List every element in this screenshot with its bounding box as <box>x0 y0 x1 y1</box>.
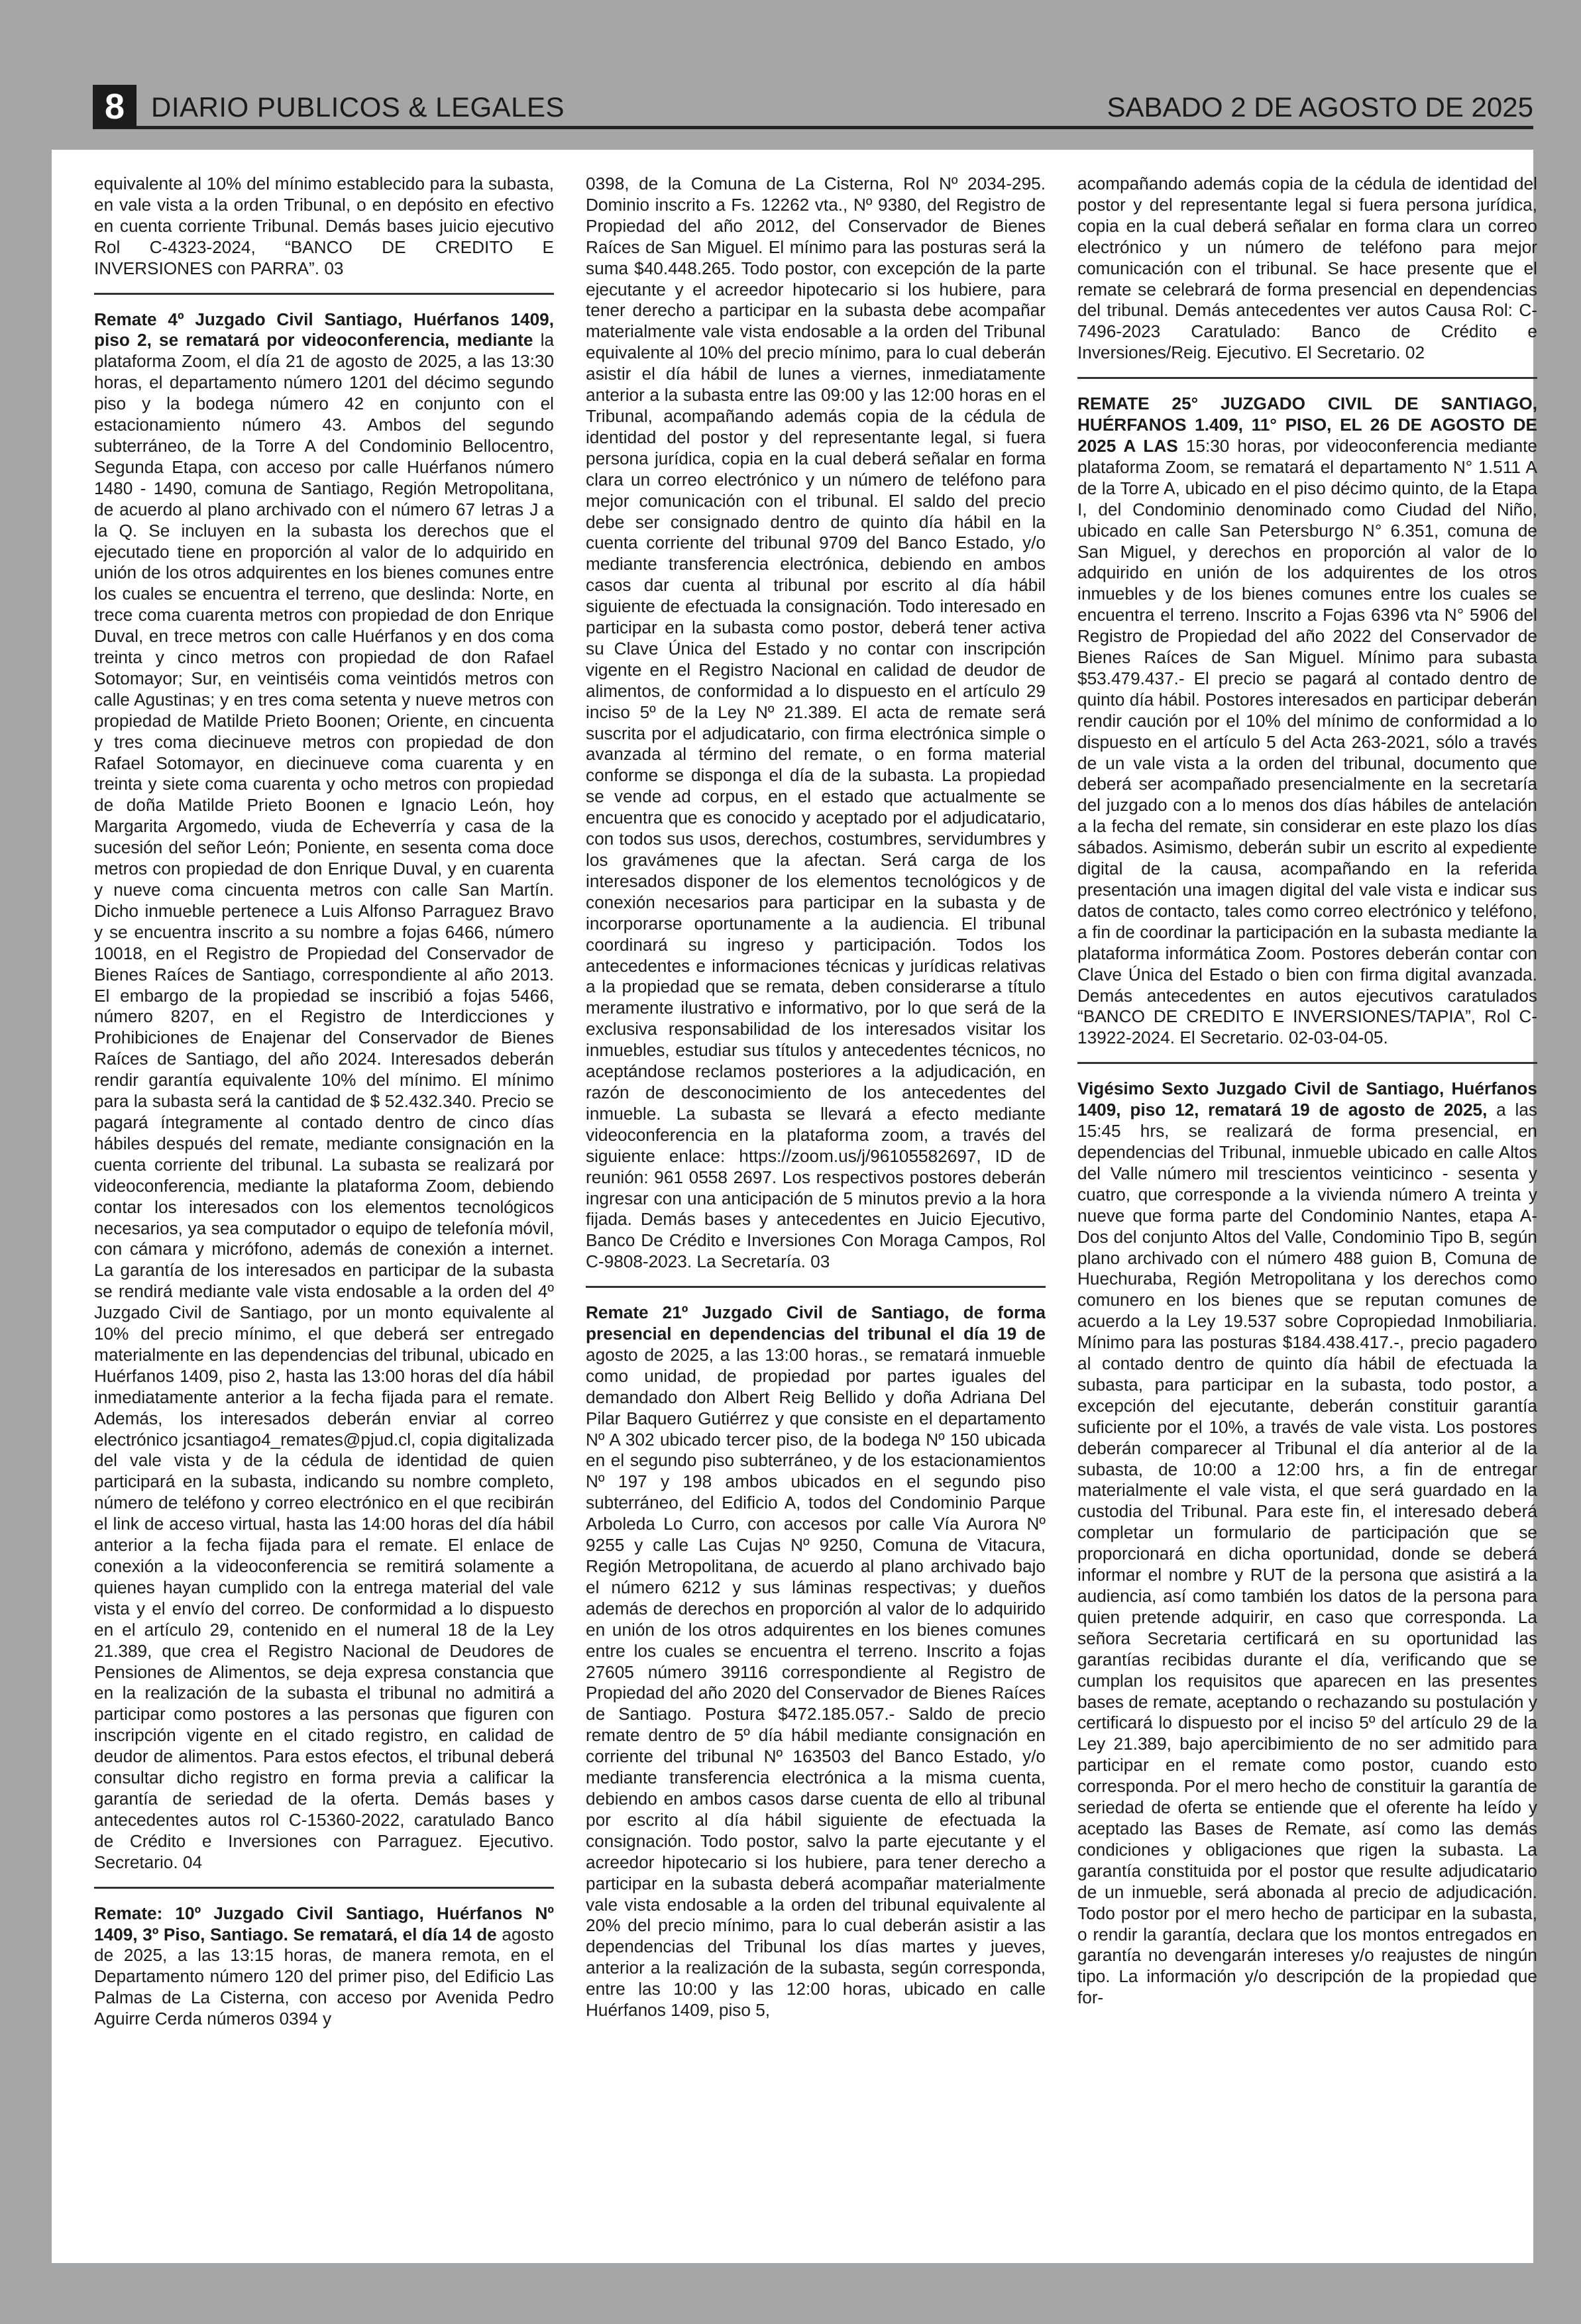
notice-heading: Remate 4º Juzgado Civil Santiago, Huérfanos 1409, piso 2, se rematará por videoconferencia, mediante <box>94 309 554 350</box>
publication-name: DIARIO PUBLICOS & LEGALES <box>151 91 565 123</box>
column-1 <box>94 174 554 2254</box>
notice-text: agosto de 2025, a las 13:00 horas., se rematará inmueble como unidad, de propiedad por partes iguales del demandado don Albert Reig Bellido y doña Adriana Del Pilar Baquero Gutiérrez y que consiste en el departamento Nº A 302 ubicado tercer piso, de la bodega Nº 150 ubicada en el segundo piso subterráneo, y de los estacionamientos Nº 197 y 198 ambos ubicados en el segundo piso subterráneo, del Edificio A, todos del Condominio Parque Arboleda Lo Curro, con accesos por calle Vía Aurora Nº 9255 y calle Las Cujas Nº 9250, Comuna de Vitacura, Región Metropolitana, de acuerdo al plano archivado bajo el número 6212 y sus láminas respectivas; y dueños además de derechos en proporción al valor de lo adquirido en unión de los otros adquirentes en los bienes comunes entre los cuales se encuentra el terreno. Inscrito a fojas 27605 número 39116 correspondiente al Registro de Propiedad del año 2020 del Conservador de Bienes Raíces de Santiago. Postura $472.185.057.- Saldo de precio remate dentro de 5º día hábil mediante consignación en corriente del tribunal Nº 163503 del Banco Estado, y/o mediante transferencia electrónica a la misma cuenta, debiendo en ambos casos darse cuenta de ello al tribunal por escrito al día hábil siguiente de efectuada la consignación. Todo postor, salvo la parte ejecutante y el acreedor hipotecario si los hubiere, para tener derecho a participar en la subasta deberá acompañar materialmente vale vista endosable a la orden del tribunal equivalente al 20% del precio mínimo, para lo cual deberán asistir a las dependencias del Tribunal los días martes y jueves, anterior a la realización de la subasta, según corresponda, entre las 10:00 y las 12:00 horas, ubicado en calle Huérfanos 1409, piso 5, <box>586 1344 1046 2021</box>
column-2 <box>586 174 1046 2254</box>
notice-body <box>1077 394 1537 1049</box>
page-header <box>93 85 1533 129</box>
notice-body <box>94 174 554 280</box>
notice-text: 0398, de la Comuna de La Cisterna, Rol Nº 2034-295. Dominio inscrito a Fs. 12262 vta., Nº 9380, del Registro de Propiedad del año 2012, del Conservador de Bienes Raíces de San Miguel. El mínimo para las posturas será la suma $40.448.265. Todo postor, con excepción de la parte ejecutante y el acreedor hipotecario si los hubiere, para tener derecho a participar en la subasta debe acompañar materialmente vale vista endosable a la orden del Tribunal equivalente al 10% del precio mínimo, para lo cual deberán asistir el día hábil de lunes a viernes, inmediatamente anterior a la subasta entre las 09:00 y las 12:00 horas en el Tribunal, acompañando además copia de la cédula de identidad del postor y del representante legal, si fuera persona jurídica, copia en la cual deberá señalar en forma clara un correo electrónico y un número de teléfono para mejor comunicación con el tribunal. El saldo del precio debe ser consignado dentro de quinto día hábil en la cuenta corriente del tribunal 9709 del Banco Estado, y/o mediante transferencia electrónica, debiendo en ambos casos dar cuenta al tribunal por escrito al día hábil siguiente de efectuada la consignación. Todo interesado en participar en la subasta como postor, deberá tener activa su Clave Única del Estado y no contar con inscripción vigente en el Registro Nacional en calidad de deudor de alimentos, de conformidad a lo dispuesto en el artículo 29 inciso 5º de la Ley Nº 21.389. El acta de remate será suscrita por el adjudicatario, con firma electrónica simple o avanzada al término del remate, o en forma material conforme se disponga el día de la subasta. La propiedad se vende ad corpus, en el estado que actualmente se encuentra que es conocido y aceptado por el adjudicatario, con todos sus usos, derechos, costumbres, servidumbres y los gravámenes que la afectan. Será carga de los interesados disponer de los elementos tecnológicos y de conexión necesarios para participar en la subasta y de incorporarse oportunamente a la audiencia. El tribunal coordinará su ingreso y participación. Todos los antecedentes e informaciones técnicas y jurídicas relativas a la propiedad que se remata, deben considerarse a título meramente ilustrativo e informativo, por lo que será de la exclusiva responsabilidad de los interesados visitar los inmuebles, estudiar sus títulos y antecedentes técnicos, no aceptándose reclamos posteriores a la adjudicación, en razón de desconocimiento de los antecedentes del inmueble. La subasta se llevará a efecto mediante videoconferencia en la plataforma zoom, a través del siguiente enlace: https://zoom.us/j/96105582697, ID de reunión: 961 0558 2697. Los respectivos postores deberán ingresar con una anticipación de 5 minutos previo a la hora fijada. Demás bases y antecedentes en Juicio Ejecutivo, Banco De Crédito e Inversiones Con Moraga Campos, Rol C-9808-2023. La Secretaría. 03 <box>586 174 1046 1272</box>
notice <box>94 1903 554 2030</box>
column-3 <box>1077 174 1537 2254</box>
notice-divider <box>586 1286 1046 1288</box>
notice-divider <box>1077 377 1537 379</box>
page-number: 8 <box>93 85 136 129</box>
notice-continuation <box>586 174 1046 1273</box>
notice-body <box>1077 1079 1537 2009</box>
notice-heading: Remate 21º Juzgado Civil de Santiago, de forma presencial en dependencias del tribunal el día 19 de <box>586 1302 1046 1344</box>
notice-heading: Vigésimo Sexto Juzgado Civil de Santiago, Huérfanos 1409, piso 12, rematará 19 de agosto de 2025, <box>1077 1079 1537 1120</box>
publication-date: SABADO 2 DE AGOSTO DE 2025 <box>1107 91 1533 123</box>
notice-body <box>94 309 554 1874</box>
notice-body <box>586 174 1046 1273</box>
notice-continuation <box>94 174 554 280</box>
notice-text: la plataforma Zoom, el día 21 de agosto de 2025, a las 13:30 horas, el departamento número 1201 del décimo segundo piso y la bodega número 42 en conjunto con el estacionamiento número 43. Ambos del segundo subterráneo, de la Torre A del Condominio Bellocentro, Segunda Etapa, con acceso por calle Huérfanos número 1480 - 1490, comuna de Santiago, Región Metropolitana, de acuerdo al plano archivado con el número 67 letras J a la Q. Se incluyen en la subasta los derechos que el ejecutado tiene en proporción al valor de lo adquirido en unión de los otros adquirentes en los bienes comunes entre los cuales se encuentra el terreno, que deslinda: Norte, en trece coma cuarenta metros con propiedad de don Enrique Duval, en trece metros con calle Huérfanos y en dos coma treinta y cinco metros con propiedad de don Rafael Sotomayor; Sur, en veintiséis coma veintidós metros con calle Agustinas; y en tres coma setenta y nueve metros con propiedad de Matilde Prieto Boonen; Oriente, en cincuenta y tres coma diecinueve metros con propiedad de don Rafael Sotomayor, en diecinueve coma cuarenta y en treinta y siete coma cuarenta y ocho metros con propiedad de doña Matilde Prieto Boonen e Ignacio León, hoy Margarita Argomedo, viuda de Echeverría y casa de la sucesión del señor León; Poniente, en sesenta coma doce metros con propiedad de don Enrique Duval, y en cuarenta y nueve coma cincuenta metros con calle San Martín. Dicho inmueble pertenece a Luis Alfonso Parraguez Bravo y se encuentra inscrito a su nombre a fojas 6466, número 10018, en el Registro de Propiedad del Conservador de Bienes Raíces de Santiago, correspondiente al año 2013. El embargo de la propiedad se inscribió a fojas 5466, número 8207, en el Registro de Interdicciones y Prohibiciones de Enajenar del Conservador de Bienes Raíces de Santiago, del año 2024. Interesados deberán rendir garantía equivalente 10% del mínimo. El mínimo para la subasta será la cantidad de $ 52.432.340. Precio se pagará íntegramente al contado dentro de cinco días hábiles después del remate, mediante consignación en la cuenta corriente del tribunal. La subasta se realizará por videoconferencia, mediante la plataforma Zoom, debiendo contar los interesados con los elementos tecnológicos necesarios, ya sea computador o equipo de telefonía móvil, con cámara y micrófono, además de conexión a internet. La garantía de los interesados en participar de la subasta se rendirá mediante vale vista endosable a la orden del 4º Juzgado Civil de Santiago, por un monto equivalente al 10% del precio mínimo, el que deberá ser entregado materialmente en las dependencias del tribunal, ubicado en Huérfanos 1409, piso 2, hasta las 13:00 horas del día hábil inmediatamente anterior a la fecha fijada para el remate. Además, los interesados deberán enviar al correo electrónico jcsantiago4_remates@pjud.cl, copia digitalizada del vale vista y de la cédula de identidad de quien participará en la subasta, indicando su nombre completo, número de teléfono y correo electrónico en el que recibirán el link de acceso virtual, hasta las 14:00 horas del día hábil anterior a la fecha fijada para el remate. El enlace de conexión a la videoconferencia se remitirá solamente a quienes hayan cumplido con la entrega material del vale vista y el envío del correo. De conformidad a lo dispuesto en el artículo 29, contenido en el numeral 18 de la Ley 21.389, que crea el Registro Nacional de Deudores de Pensiones de Alimentos, se deja expresa constancia que en la realización de la subasta el tribunal no admitirá a participar como postores a las personas que figuren con inscripción vigente en el citado registro, en calidad de deudor de alimentos. Para estos efectos, el tribunal deberá consultar dicho registro en forma previa a calificar la garantía de seriedad de la oferta. Demás bases y antecedentes autos rol C-15360-2022, caratulado Banco de Crédito e Inversiones con Parraguez. Ejecutivo. Secretario. 04 <box>94 330 554 1872</box>
notice-text: acompañando además copia de la cédula de identidad del postor y del representante legal si fuera persona jurídica, copia en la cual deberá señalar en forma clara un correo electrónico y un número de teléfono para mejor comunicación con el tribunal. Se hace presente que el remate se celebrará de forma presencial en dependencias del tribunal. Demás antecedentes ver autos Causa Rol: C-7496-2023 Caratulado: Banco de Crédito e Inversiones/Reig. Ejecutivo. El Secretario. 02 <box>1077 174 1537 363</box>
notice <box>1077 394 1537 1049</box>
notice-heading: Remate: 10º Juzgado Civil Santiago, Huérfanos Nº 1409, 3º Piso, Santiago. Se rematará, el día 14 de <box>94 1903 554 1944</box>
newspaper-page <box>52 150 1537 2263</box>
notice-text: equivalente al 10% del mínimo establecido para la subasta, en vale vista a la orden Tribunal, o en depósito en efectivo en cuenta corriente Tribunal. Demás bases juicio ejecutivo Rol C-4323-2024, “BANCO DE CREDITO E INVERSIONES con PARRA”. 03 <box>94 174 554 278</box>
notice-continuation <box>1077 174 1537 364</box>
notice-text: agosto de 2025, a las 13:15 horas, de manera remota, en el Departamento número 120 del primer piso, del Edificio Las Palmas de La Cisterna, con acceso por Avenida Pedro Aguirre Cerda números 0394 y <box>94 1924 554 2029</box>
notice <box>94 309 554 1874</box>
notice-divider <box>1077 1062 1537 1064</box>
notice-divider <box>94 293 554 295</box>
notice-heading: REMATE 25° JUZGADO CIVIL DE SANTIAGO, HUÉRFANOS 1.409, 11° PISO, EL 26 DE AGOSTO DE 2025 A LAS <box>1077 394 1537 456</box>
notice-body <box>586 1302 1046 2021</box>
notice-text: a las 15:45 hrs, se realizará de forma presencial, en dependencias del Tribunal, inmueble ubicado en calle Altos del Valle número mil trescientos veinticinco - sesenta y cuatro, que corresponde a la vivienda número A treinta y nueve que forma parte del Condominio Nantes, etapa A- Dos del conjunto Altos del Valle, Condominio Tipo B, según plano archivado con el número 488 guion B, Comuna de Huechuraba, Región Metropolitana y los derechos como comunero en los bienes que se reputan comunes de acuerdo a la Ley 19.537 sobre Copropiedad Inmobiliaria. Mínimo para las posturas $184.438.417.-, precio pagadero al contado dentro de quinto día hábil de efectuada la subasta, para participar en la subasta, todo postor, a excepción del ejecutante, deberán constituir garantía suficiente por el 10%, a través de vale vista. Los postores deberán comparecer al Tribunal el día anterior al de la subasta, de 10:00 a 12:00 hrs, a fin de entregar materialmente el vale vista, el que será guardado en la custodia del Tribunal. Para este fin, el interesado deberá completar un formulario de participación que se proporcionará en dicha oportunidad, donde se deberá informar el nombre y RUT de la persona que asistirá a la audiencia, así como también los datos de la persona para quien pretende adquirir, en caso que corresponda. La señora Secretaria certificará en su oportunidad las garantías recibidas durante el día, verificando que se cumplan los requisitos que aparecen en las presentes bases de remate, aceptando o rechazando su postulación y certificará lo dispuesto por el inciso 5º del artículo 29 de la Ley 21.389, bajo apercibimiento de no ser admitido para participar en el remate como postor, cuando esto corresponda. Por el mero hecho de constituir la garantía de seriedad de oferta se entiende que el oferente ha leído y aceptado las Bases de Remate, así como las demás condiciones y obligaciones que rigen la subasta. La garantía constituida por el postor que resulte adjudicatario de un inmueble, será abonada al precio de adjudicación. Todo postor por el mero hecho de participar en la subasta, o rendir la garantía, declara que los montos entregados en garantía no devengarán intereses y/o reajustes de ningún tipo. La información y/o descripción de la propiedad que for- <box>1077 1100 1537 2008</box>
notice-body <box>94 1903 554 2030</box>
notice-divider <box>94 1887 554 1889</box>
notice-body <box>1077 174 1537 364</box>
notice <box>1077 1079 1537 2009</box>
notice <box>586 1302 1046 2021</box>
notice-text: 15:30 horas, por videoconferencia mediante plataforma Zoom, se rematará el departamento N° 1.511 A de la Torre A, ubicado en el piso décimo quinto, de la Etapa I, del Condominio denominado como Ciudad del Niño, ubicado en calle San Petersburgo N° 6.351, comuna de San Miguel, y derechos en proporción al valor de lo adquirido en unión de los adquirentes de los otros inmuebles y de los bienes comunes entre los cuales se encuentra el terreno. Inscrito a Fojas 6396 vta N° 5906 del Registro de Propiedad del año 2022 del Conservador de Bienes Raíces de San Miguel. Mínimo para subasta $53.479.437.- El precio se pagará al contado dentro de quinto día hábil. Postores interesados en participar deberán rendir caución por el 10% del mínimo de conformidad a lo dispuesto en el artículo 5 del Acta 263-2021, sólo a través de un vale vista a la orden del tribunal, documento que deberá ser acompañado presencialmente en la secretaría del juzgado con a lo menos dos días hábiles de antelación a la fecha del remate, sin considerar en este plazo los días sábados. Asimismo, deberán subir un escrito al expediente digital de la causa, acompañando en la referida presentación una imagen digital del vale vista e indicar sus datos de contacto, tales como correo electrónico y teléfono, a fin de coordinar la participación en la subasta mediante la plataforma informática Zoom. Postores deberán contar con Clave Única del Estado o bien con firma digital avanzada. Demás antecedentes en autos ejecutivos caratulados “BANCO DE CREDITO E INVERSIONES/TAPIA”, Rol C-13922-2024. El Secretario. 02-03-04-05. <box>1077 435 1537 1048</box>
